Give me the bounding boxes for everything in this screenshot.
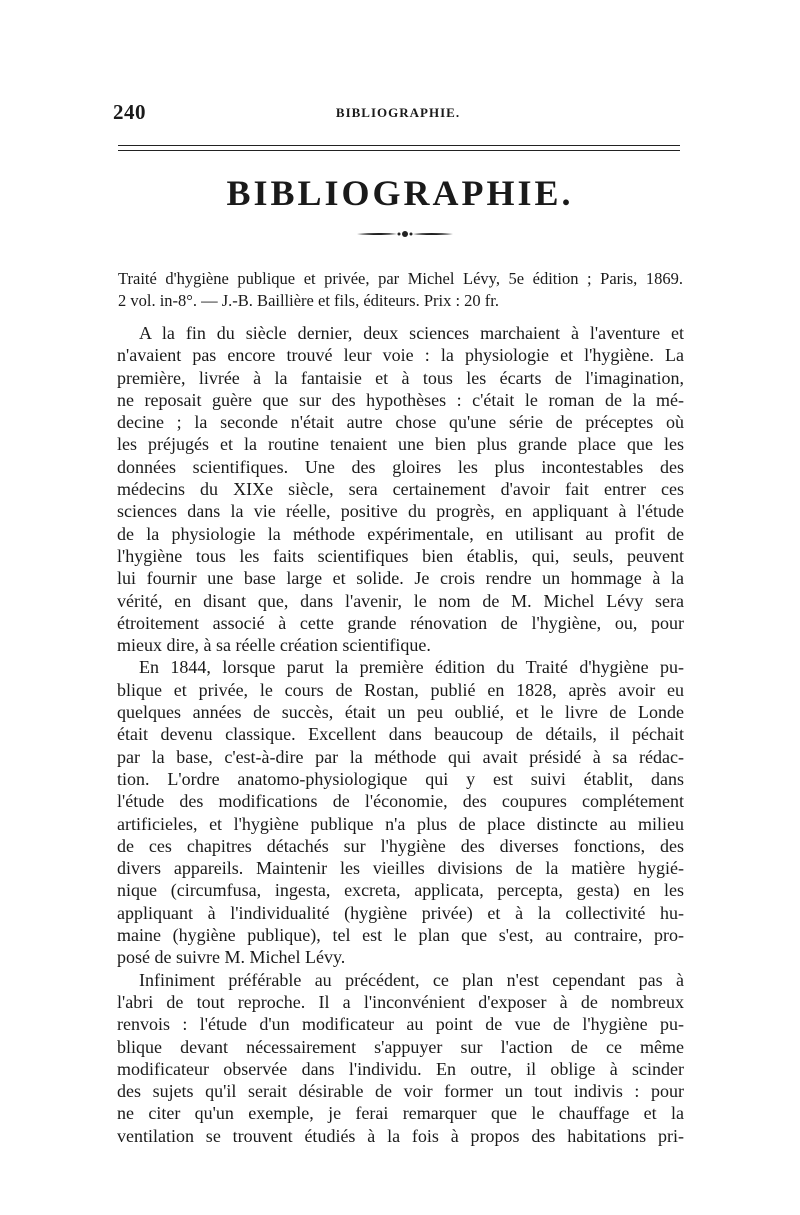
text-line: divers appareils. Maintenir les vieilles divisions de la matière hygié- bbox=[117, 858, 684, 879]
text-line: ne citer qu'un exemple, je ferai remarquer que le chauffage et la bbox=[117, 1103, 684, 1124]
text-line: maine (hygiène publique), tel est le plan que s'est, au contraire, pro- bbox=[117, 925, 684, 946]
citation-line-2: 2 vol. in-8°. — J.-B. Baillière et fils, éditeurs. Prix : 20 fr. bbox=[118, 291, 500, 310]
text-line: posé de suivre M. Michel Lévy. bbox=[117, 947, 346, 968]
ornament-divider bbox=[355, 226, 455, 242]
text-line: vérité, en disant que, dans l'avenir, le nom de M. Michel Lévy sera bbox=[117, 590, 684, 611]
text-line: ventilation se trouvent étudiés à la fois à propos des habitations pri- bbox=[117, 1125, 684, 1146]
section-title: BIBLIOGRAPHIE. bbox=[226, 173, 574, 213]
text-line: l'étude des modifications de l'économie, des coupures complétement bbox=[117, 791, 684, 812]
text-line: des sujets qu'il serait désirable de voir former un tout indivis : pour bbox=[117, 1081, 684, 1102]
text-line: decine ; la seconde n'était autre chose qu'une série de préceptes où bbox=[117, 412, 684, 433]
running-title: BIBLIOGRAPHIE. bbox=[335, 105, 461, 120]
text-line: de ces chapitres détachés sur l'hygiène des diverses fonctions, des bbox=[117, 835, 684, 856]
text-line: les préjugés et la routine tenaient une bien plus grande place que les bbox=[117, 434, 684, 455]
text-line: l'abri de tout reproche. Il a l'inconvénient d'exposer à de nombreux bbox=[117, 991, 684, 1012]
text-line: ne reposait guère que sur des hypothèses : c'était le roman de la mé- bbox=[117, 389, 684, 410]
text-line: de la physiologie la méthode expérimentale, en utilisant au profit de bbox=[117, 523, 684, 544]
text-line: En 1844, lorsque parut la première édition du Traité d'hygiène pu- bbox=[139, 657, 684, 678]
text-line: sciences dans la vie réelle, positive du progrès, en appliquant à l'étude bbox=[117, 501, 684, 522]
text-line: par la base, c'est-à-dire par la méthode qui avait présidé à sa rédac- bbox=[117, 746, 684, 767]
text-line: étroitement associé à cette grande rénovation de l'hygiène, ou, pour bbox=[117, 612, 684, 633]
text-line: quelques années de succès, était un peu oublié, et le livre de Londe bbox=[117, 702, 684, 723]
text-line: blique et privée, le cours de Rostan, publié en 1828, après avoir eu bbox=[117, 679, 684, 700]
text-line: tion. L'ordre anatomo-physiologique qui y est suivi établit, dans bbox=[117, 768, 684, 789]
text-line: mieux dire, à sa réelle création scientifique. bbox=[117, 635, 431, 656]
text-line: n'avaient pas encore trouvé leur voie : la physiologie et l'hygiène. La bbox=[117, 345, 684, 366]
text-line: médecins du XIXe siècle, sera certainement d'avoir fait entrer ces bbox=[117, 479, 684, 500]
text-line: modificateur observée dans l'individu. En outre, il oblige à scinder bbox=[117, 1058, 684, 1079]
book-citation bbox=[118, 268, 683, 312]
text-line: lui fournir une base large et solide. Je crois rendre un hommage à la bbox=[117, 568, 684, 589]
text-line: A la fin du siècle dernier, deux sciences marchaient à l'aventure et bbox=[139, 323, 684, 343]
text-line: renvois : l'étude d'un modificateur au point de vue de l'hygiène pu- bbox=[117, 1014, 684, 1035]
review-body bbox=[117, 322, 684, 1147]
text-line: blique devant nécessairement s'appuyer sur l'action de ce même bbox=[117, 1036, 684, 1057]
text-line: artificieles, et l'hygiène publique n'a plus de place distincte au milieu bbox=[117, 813, 684, 834]
text-line: appliquant à l'individualité (hygiène privée) et à la collectivité hu- bbox=[117, 902, 684, 923]
citation-line-1: Traité d'hygiène publique et privée, par Michel Lévy, 5e édition ; Paris, 1869. bbox=[118, 269, 683, 288]
running-header bbox=[113, 100, 683, 130]
text-line: nique (circumfusa, ingesta, excreta, applicata, percepta, gesta) en les bbox=[117, 880, 684, 901]
text-line: l'hygiène tous les faits scientifiques bien établis, qui, seuls, peuvent bbox=[117, 545, 684, 566]
text-line: première, livrée à la fantaisie et à tous les écarts de l'imagination, bbox=[117, 367, 684, 388]
text-line: données scientifiques. Une des gloires les plus incontestables des bbox=[117, 456, 684, 477]
text-line: Infiniment préférable au précédent, ce plan n'est cependant pas à bbox=[139, 969, 684, 990]
page-number: 240 bbox=[113, 100, 146, 124]
header-double-rule bbox=[118, 145, 680, 151]
text-line: était devenu classique. Excellent dans beaucoup de détails, il péchait bbox=[117, 724, 684, 745]
